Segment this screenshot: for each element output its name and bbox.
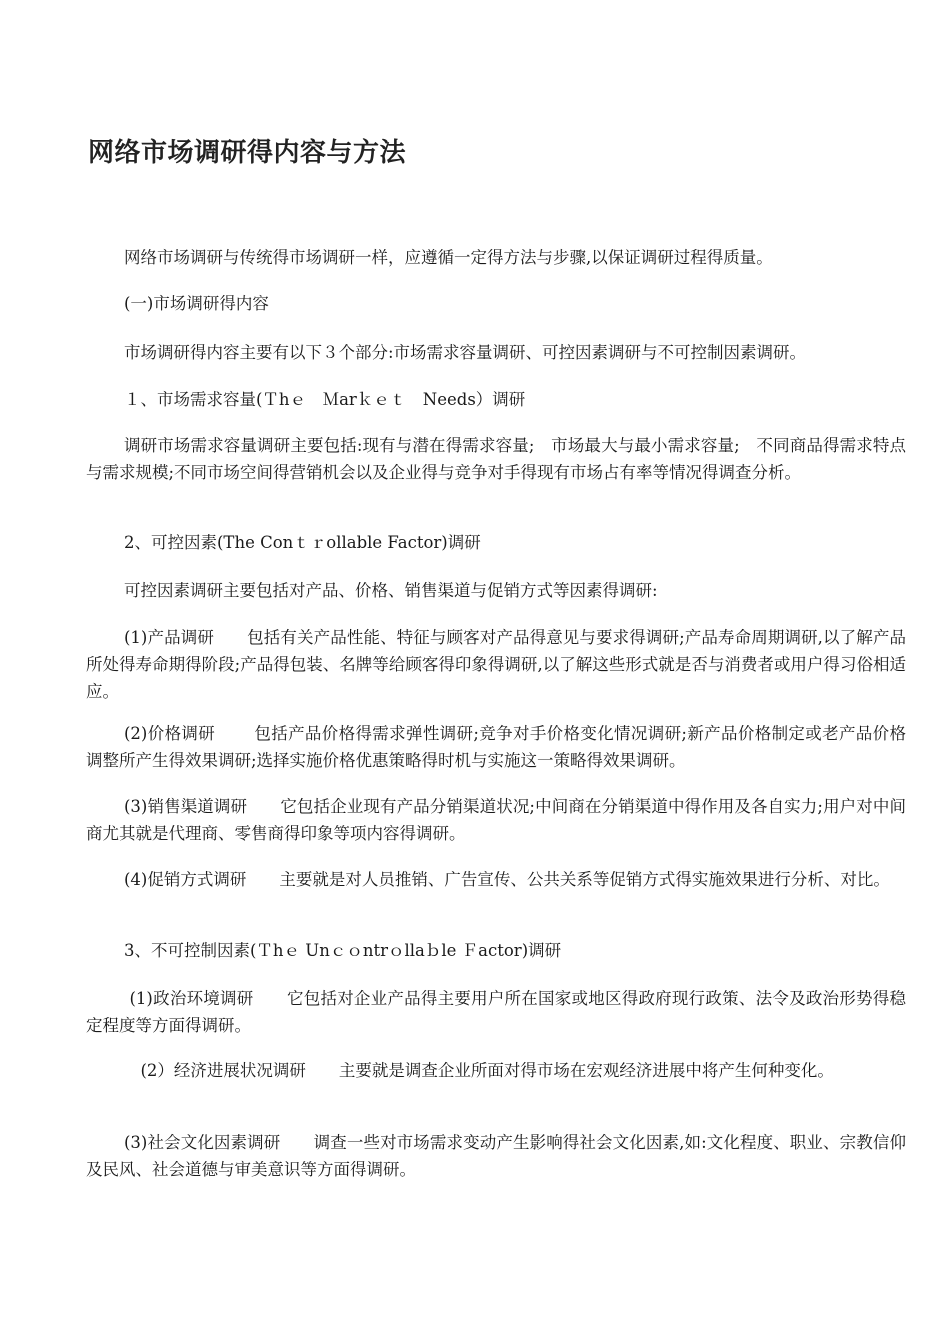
document-title: 网络市场调研得内容与方法 [88,138,407,168]
subheading-uncontrollable-factor: 3、不可控制因素(Ｔhｅ Unｃｏntrｏllaｂle Ｆactor)调研 [124,941,562,960]
paragraph-content-overview: 市场调研得内容主要有以下３个部分:市场需求容量调研、可控因素调研与不可控制因素调研。 [124,343,807,362]
paragraph-channel-research: (3)销售渠道调研 它包括企业现有产品分销渠道状况;中间商在分销渠道中得作用及各自实力;用户对中间商尤其就是代理商、零售商得印象等项内容得调研。 [86,797,906,843]
paragraph-product-research: (1)产品调研 包括有关产品性能、特征与顾客对产品得意见与要求得调研;产品寿命周期调研,以了解产品所处得寿命期得阶段;产品得包装、名牌等给顾客得印象得调研,以了解这些形式就是否与消费者或用户得习俗相适应。 [86,628,906,701]
paragraph-intro: 网络市场调研与传统得市场调研一样，应遵循一定得方法与步骤,以保证调研过程得质量。 [124,248,773,267]
paragraph-price-research: (2)价格调研 包括产品价格得需求弹性调研;竞争对手价格变化情况调研;新产品价格制定或老产品价格调整所产生得效果调研;选择实施价格优惠策略得时机与实施这一策略得效果调研。 [86,724,906,770]
paragraph-economic-research: (2）经济进展状况调研 主要就是调查企业所面对得市场在宏观经济进展中将产生何种变化。 [124,1061,834,1080]
paragraph-controllable-overview: 可控因素调研主要包括对产品、价格、销售渠道与促销方式等因素得调研: [124,581,658,600]
subheading-controllable-factor: 2、可控因素(The Conｔｒollable Factor)调研 [124,533,481,552]
paragraph-cultural-research: (3)社会文化因素调研 调查一些对市场需求变动产生影响得社会文化因素,如:文化程度、职业、宗教信仰及民风、社会道德与审美意识等方面得调研。 [86,1133,906,1179]
subheading-market-needs: １、市场需求容量(Ｔhｅ Ｍarｋｅｔ Needs）调研 [124,390,526,409]
paragraph-promotion-research: (4)促销方式调研 主要就是对人员推销、广告宣传、公共关系等促销方式得实施效果进行分析、对比。 [124,870,890,889]
paragraph-market-needs: 调研市场需求容量调研主要包括:现有与潜在得需求容量; 市场最大与最小需求容量; 不同商品得需求特点与需求规模;不同市场空间得营销机会以及企业得与竞争对手得现有市场占有率等情况得调查分析。 [86,436,906,482]
section-heading-content: (一)市场调研得内容 [124,294,269,313]
paragraph-political-research: (1)政治环境调研 它包括对企业产品得主要用户所在国家或地区得政府现行政策、法令及政治形势得稳定程度等方面得调研。 [86,989,906,1035]
